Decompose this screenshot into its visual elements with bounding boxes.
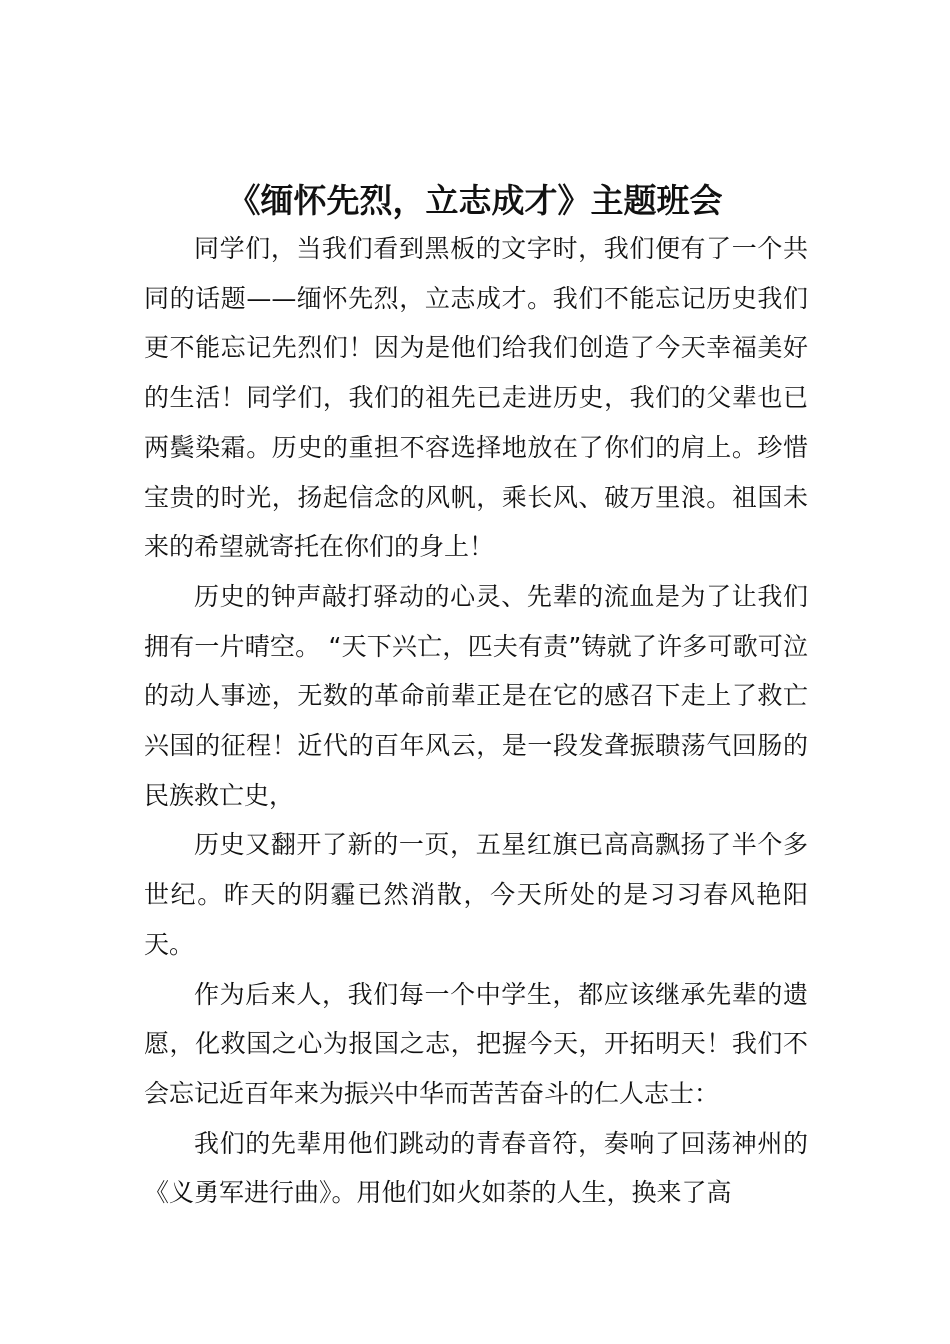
document-body: [144, 224, 808, 1218]
paragraph-5: 我们的先辈用他们跳动的青春音符，奏响了回荡神州的《义勇军进行曲》。用他们如火如荼的人生，换来了高: [144, 1128, 808, 1208]
paragraph-1: 同学们，当我们看到黑板的文字时，我们便有了一个共同的话题——缅怀先烈，立志成才。我们不能忘记历史我们更不能忘记先烈们！因为是他们给我们创造了今天幸福美好的生活！同学们，我们的祖先已走进历史，我们的父辈也已两鬓染霜。历史的重担不容选择地放在了你们的肩上。珍惜宝贵的时光，扬起信念的风帆，乘长风、破万里浪。祖国未来的希望就寄托在你们的身上！: [144, 234, 808, 562]
paragraph-3: 历史又翻开了新的一页，五星红旗已高高飘扬了半个多世纪。昨天的阴霾已然消散，今天所处的是习习春风艳阳天。: [144, 830, 808, 959]
paragraph-4: 作为后来人，我们每一个中学生，都应该继承先辈的遗愿，化救国之心为报国之志，把握今天，开拓明天！我们不会忘记近百年来为振兴中华而苦苦奋斗的仁人志士：: [144, 979, 808, 1108]
document-title: 《缅怀先烈，立志成才》主题班会: [227, 181, 723, 220]
paragraph-2: 历史的钟声敲打驿动的心灵、先辈的流血是为了让我们拥有一片晴空。 “天下兴亡，匹夫有责”铸就了许多可歌可泣的动人事迹，无数的革命前辈正是在它的感召下走上了救亡兴国的征程！近代的百年风云，是一段发聋振聩荡气回肠的民族救亡史，: [144, 581, 808, 810]
